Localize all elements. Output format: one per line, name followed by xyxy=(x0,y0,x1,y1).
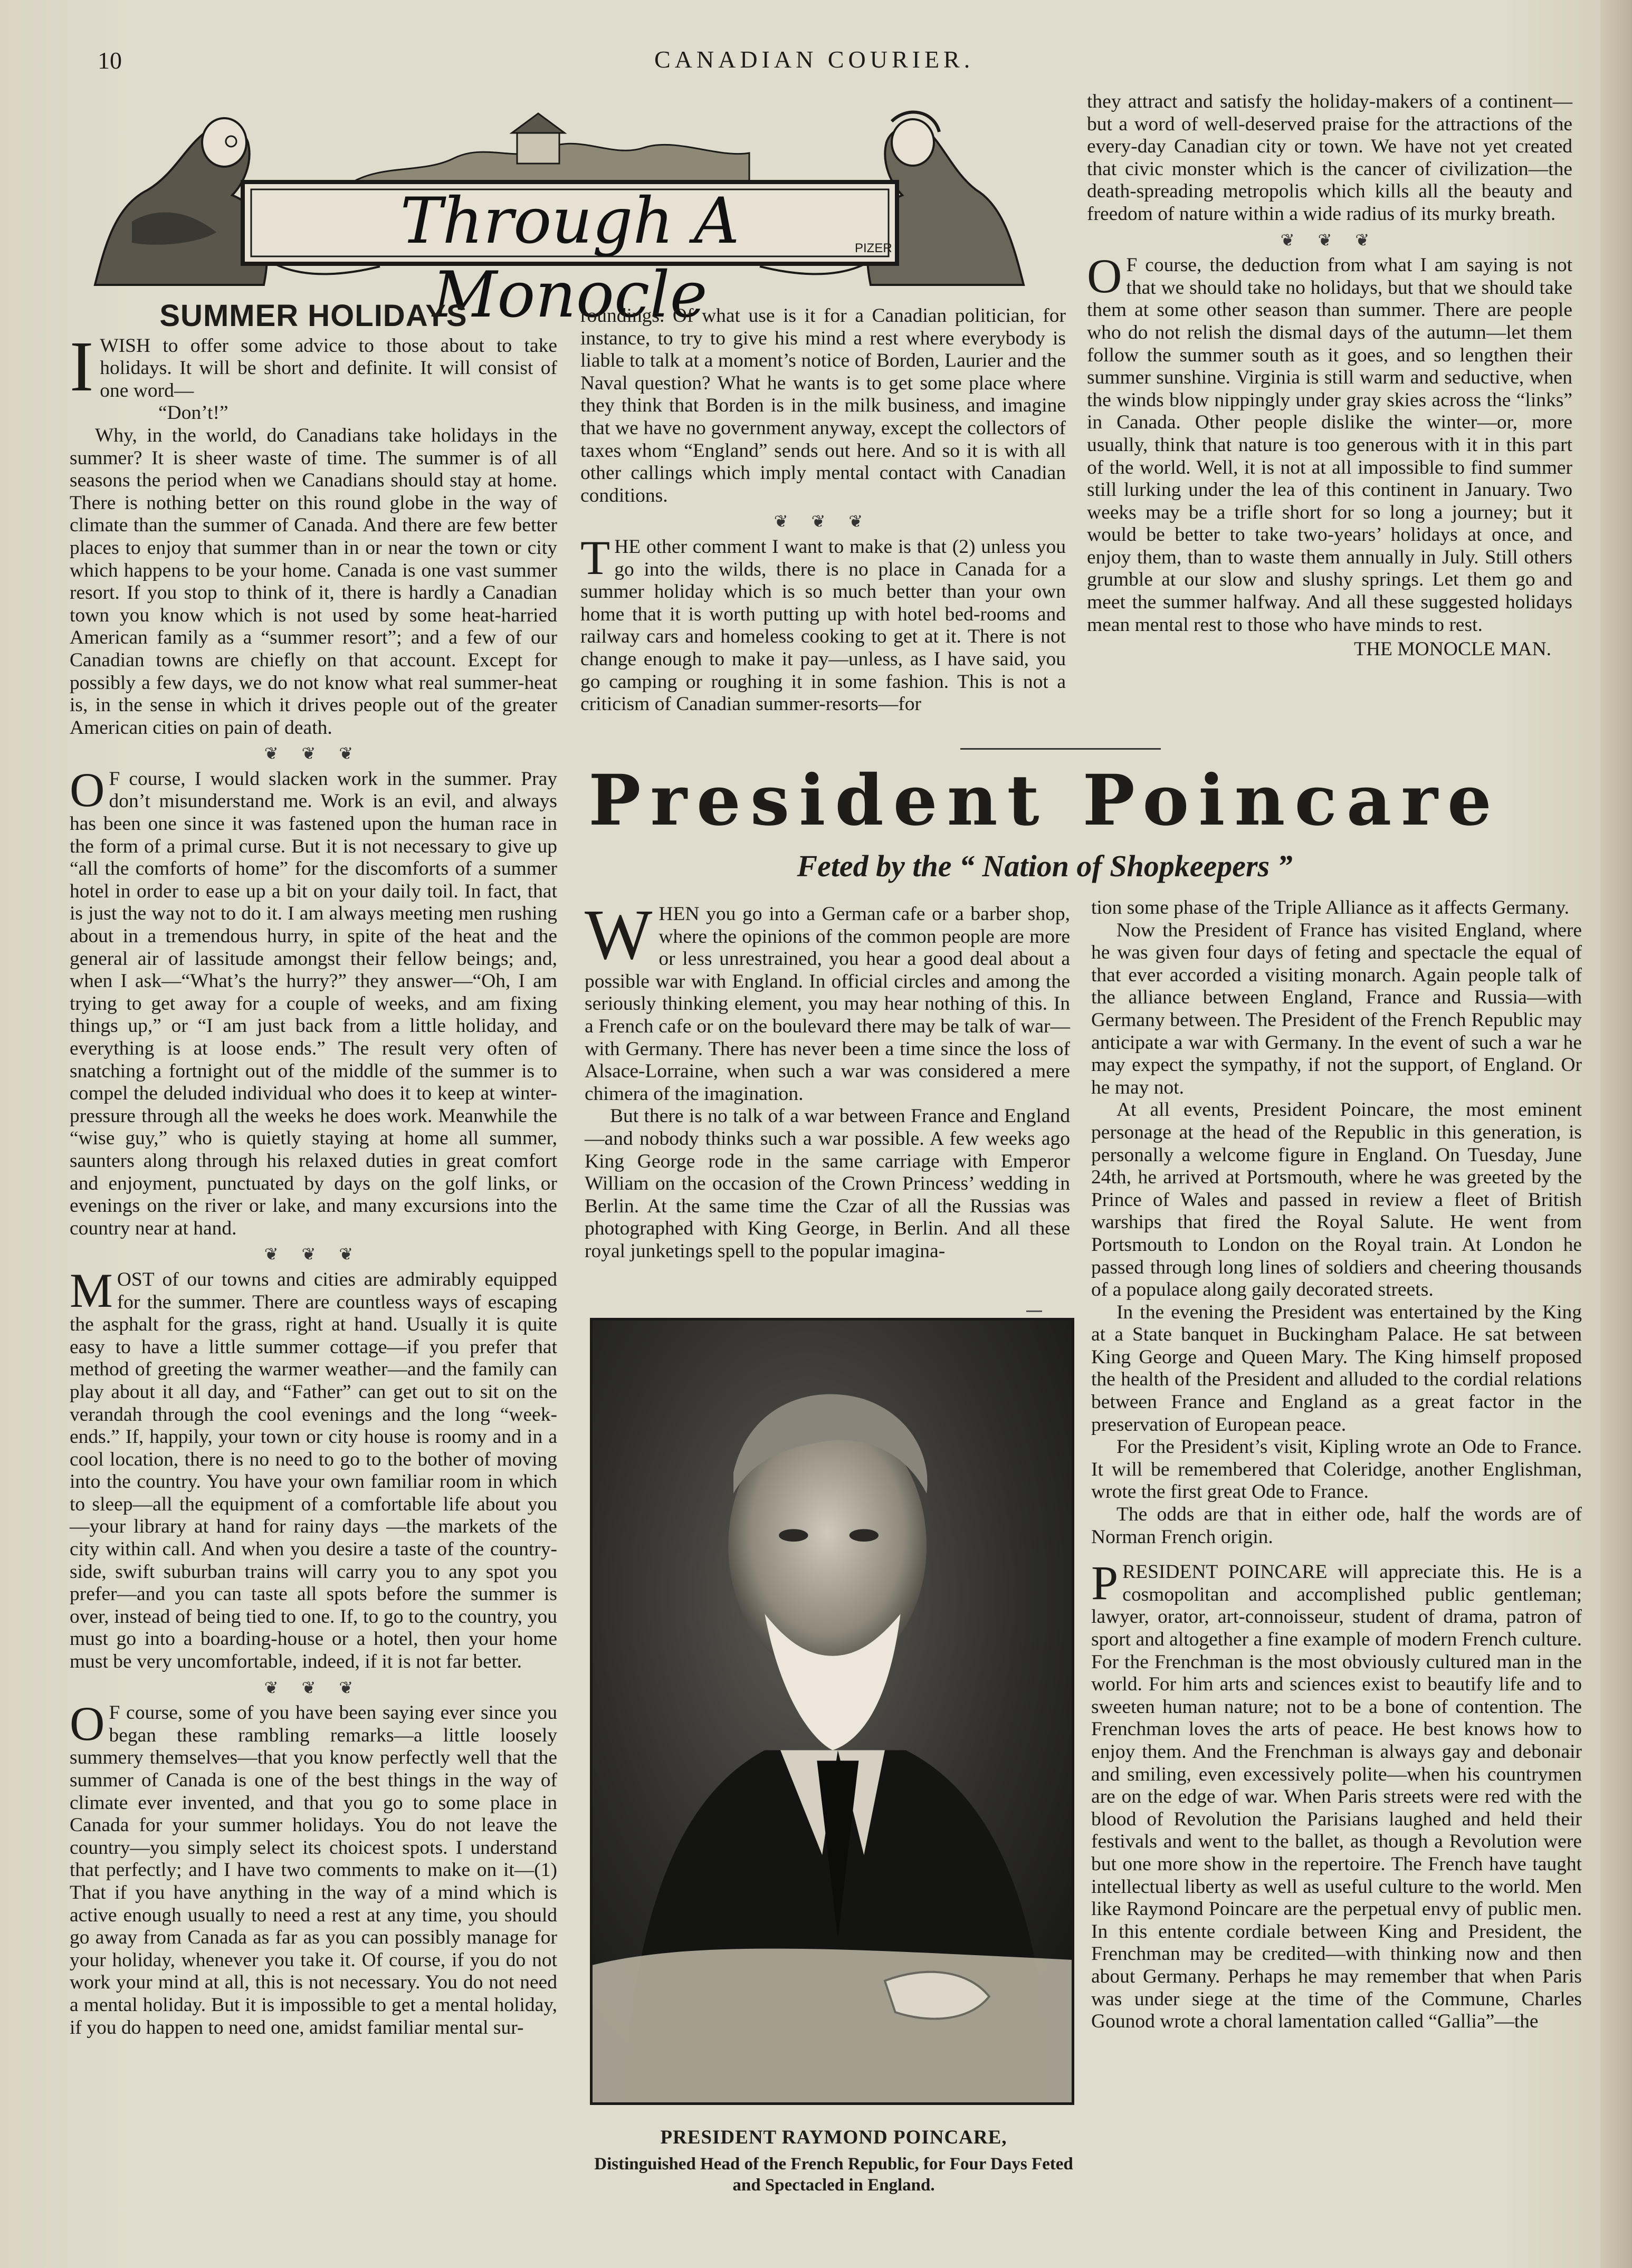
paragraph-text: HEN you go into a German cafe or a barber shop, where the opinions of the common people are more or less unrestrained, you hear a good deal about a possible war with England. In official circles and among the seriously thinking element, you may hear nothing of this. In a French cafe or on the boulevard there may be talk of war—with Germany. There has never been a time since the loss of Alsace-Lorraine, when such a war was considered a mere chimera of the imagination. xyxy=(585,903,1070,1105)
masthead-title: Through A Monocle xyxy=(400,185,740,332)
paragraph: Why, in the world, do Canadians take holidays in the summer? It is sheer waste of time. The summer is of all seasons the period when we Canadians should stay at home. There is nothing better on this round globe in the way of climate than the summer of Canada. And there are few better places to enjoy that summer than in or near the town or city which happens to be your home. Canada is one vast summer resort. If you stop to think of it, there is hardly a Canadian town you know which is not used by some heat-harried American family as a “summer resort”; and a few of our Canadian towns are chiefly on that account. Except for possibly a few days, we do not know what real summer-heat is, in the sense in which it drives people out of the greater American cities on pain of death. xyxy=(70,424,557,739)
article-subtitle: Feted by the “ Nation of Shopkeepers ” xyxy=(797,849,1293,883)
ornament-separator: ❦ ❦ ❦ xyxy=(1280,230,1379,250)
paragraph: In the evening the President was entertained by the King at a State banquet in Buckingham Palace. He sat between King George and Queen Mary. The King himself proposed the health of the President and alluded to the cordial relations between France and England as a great factor in the preservation of European peace. xyxy=(1091,1301,1582,1436)
paragraph-text: RESIDENT POINCARE will appreciate this. He is a cosmopolitan and accomplished public gentleman; lawyer, orator, art-connoisseur, student of drama, patron of sport and altogether a fine example of modern French culture. For the Frenchman is the most obviously cultured man in the world. For him arts and sciences exist to beautify life and to sweeten human nature; not to be a bone of contention. The Frenchman loves the arts of peace. He best knows how to enjoy them. And the Frenchman is always gay and debonair and smiling, even excessively polite—when his countrymen are on the edge of war. When Paris streets were red with the blood of Revolution the Parisians laughed and held their festivals and went to the ballet, as though a Revolution were but one more show in the repertoire. The French have taught intellectual liberty as well as useful culture to the world. Men like Raymond Poincare are the perpetual envy of public men. In this entente cordiale between King and President, the Frenchman may be credited—with thinking now and then about Germany. Perhaps he may remember that when Paris was under siege at the time of the Commune, Charles Gounod wrote a choral lamentation called “Gallia”—the xyxy=(1091,1561,1582,2033)
paragraph xyxy=(70,327,557,406)
drop-cap: W xyxy=(585,895,653,974)
drop-cap: O xyxy=(1087,249,1122,303)
paragraph-text: WISH to offer some advice to those about to take holidays. It will be short and definite. It will consist of one word— xyxy=(100,334,557,401)
ornament-separator: ❦ ❦ ❦ xyxy=(264,744,363,763)
running-head: CANADIAN COURIER. xyxy=(654,46,975,73)
column-1 xyxy=(70,299,557,2039)
paragraph: “Don’t!” xyxy=(158,402,228,424)
paragraph xyxy=(70,762,557,1240)
poincare-portrait-photo xyxy=(590,1318,1074,2105)
paragraph: they attract and satisfy the holiday-makers of a continent—but a word of well-deserved praise for the attractions of the every-day Canadian city or town. We have not yet created that civic monster which is the cancer of civilization—the death-spreading metropolis which kills all the beauty and freedom of nature within a wide radius of its murky breath. xyxy=(1087,91,1572,225)
page-number: 10 xyxy=(98,47,122,74)
ornament-separator: ❦ ❦ ❦ xyxy=(264,1678,363,1697)
drop-cap: I xyxy=(70,327,94,406)
portrait-artwork xyxy=(593,1320,1072,2102)
photo-caption-description: Distinguished Head of the French Republic, for Four Days Feted and Spectacled in England. xyxy=(594,2155,1073,2195)
paragraph: At all events, President Poincare, the most eminent personage at the head of the Republic in this generation, is personally a welcome figure in England. On Tuesday, June 24th, he arrived at Portsmouth, where he was greeted by the Prince of Wales and passed in review a fleet of British warships that fired the Royal Salute. He went from Portsmouth to London on the Royal train. At London he passed through long lines of soldiers and cheering thousands of a populace along gaily decorated streets. xyxy=(1091,1099,1582,1301)
paragraph: roundings. Of what use is it for a Canadian politician, for instance, to try to give his mind a rest where everybody is liable to talk at a moment’s notice of Borden, Laurier and the Naval question? What he wants is to get some place where they think that Borden is in the milk business, and imagine that we have no government anyway, except the collectors of taxes whom “England” sends out here. And so it is with all other callings which imply mental contact with Canadian conditions. xyxy=(580,305,1066,506)
paragraph-text: F course, some of you have been saying ever since you began these rambling remarks—a little loosely summery themselves—that you know perfectly well that the summer of Canada is one of the best things in the way of climate ever invented, and that you go to some place in Canada for your summer holidays. You do not leave the country—you simply select its choicest spots. I understand that perfectly; and I have two comments to make on it—(1) That if you have anything in the way of a mind which is active enough usually to need a rest at any time, you should go away from Canada as far as you can possibly manage for your holiday, whenever you take it. Of course, if you do not work your mind at all, this is not necessary. You do not need a mental holiday. But it is impossible to get a mental holiday, if you do happen to need one, amidst familiar mental sur- xyxy=(70,1702,557,2039)
paragraph-text: HE other comment I want to make is that (2) unless you go into the wilds, there is no place in Canada for a summer holiday which is so much better than your own home that it is worth putting up with hotel bed-rooms and railway cars and homeless cooking to get at it. There is not change enough to make it pay—unless, as I have said, you go camping or roughing it in some fashion. This is not a criticism of Canadian summer-resorts—for xyxy=(580,535,1066,715)
drop-cap: T xyxy=(580,530,610,585)
paragraph xyxy=(70,1697,557,2039)
drop-cap: O xyxy=(70,762,105,817)
paragraph xyxy=(70,1263,557,1673)
paragraph xyxy=(585,895,1070,1105)
ornament-separator: ❦ ❦ ❦ xyxy=(264,1245,363,1264)
paragraph-text: F course, I would slacken work in the summer. Pray don’t misunderstand me. Work is an evil, and always has been one since it was fastened upon the human race in the form of a primal curse. But it is not necessary to give up “all the comforts of home” for the discomforts of a summer hotel in order to ease up a bit on your daily toil. In fact, that is just the way not to do it. I am always meeting men rushing about in a tremendous hurry, in spite of the heat and the general air of lassitude amongst their fellow beings; and, when I ask—“What’s the hurry?” they answer—“Oh, I am trying to get away for a couple of weeks, and am fixing things up,” or “I am just back from a little holiday, and everything is at loose ends.” The result very often of snatching a fortnight out of the middle of the summer is to compel the deluded individual who does it to keep at winter-pressure through all the weeks he does work. Meanwhile the “wise guy,” who is quietly staying at home all summer, saunters along through his relaxed duties in great comfort and enjoyment, punctuated by days on the golf links, or evenings on the river or lake, and many excursions into the country near at hand. xyxy=(70,768,557,1239)
drop-cap: M xyxy=(70,1263,113,1317)
paragraph: Now the President of France has visited England, where he was given four days of feting and spectacle the equal of that ever accorded a visiting monarch. Again people talk of the alliance between England, France and Russia—with Germany between. The President of the French Republic may anticipate a war with Germany. In the event of such a war he may expect the sympathy, if not the support, of England. Or he may not. xyxy=(1091,919,1582,1098)
paragraph xyxy=(580,530,1066,716)
paragraph-text: OST of our towns and cities are admirably equipped for the summer. There are countless ways of escaping the asphalt for the grass, right at hand. Usually it is quite easy to have a little summer cottage—if you prefer that method of greeting the warmer weather—and the family can play about it all day, and “Father” can get out to sit on the verandah through the cool evenings and the long “week-ends.” If, happily, your town or city house is roomy and in a cool location, there is no need to go to the bother of moving into the country. You have your own familiar room in which to sleep—all the equipment of a comfortable life about you—your library at hand for rainy days —the markets of the city within call. And when you desire a taste of the country-side, swift suburban trains will carry you to any spot you prefer—and you can taste all spots before the summer is over, instead of being tied to one. If, to go to the country, you must go into a boarding-house or a hotel, then your home must be very uncomfortable, indeed, if it is not far better. xyxy=(70,1268,557,1673)
photo-caption-title: PRESIDENT RAYMOND POINCARE, xyxy=(660,2127,1007,2148)
article-column-2 xyxy=(585,895,1070,1263)
drop-cap: O xyxy=(70,1697,105,1751)
article-column-3 xyxy=(1091,897,1582,2033)
author-signature: THE MONOCLE MAN. xyxy=(1354,638,1551,661)
artist-signature: PIZER xyxy=(855,241,892,255)
paragraph xyxy=(1091,1556,1582,2033)
paragraph: The odds are that in either ode, half the words are of Norman French origin. xyxy=(1091,1504,1582,1548)
section-divider-rule xyxy=(960,748,1161,750)
photo-top-rule xyxy=(1026,1310,1042,1312)
page-edge-shadow xyxy=(1600,0,1632,2268)
column-2-top xyxy=(580,305,1066,716)
paragraph: For the President’s visit, Kipling wrote an Ode to France. It will be remembered that Coleridge, another Englishman, wrote the first great Ode to France. xyxy=(1091,1436,1582,1503)
ornament-separator: ❦ ❦ ❦ xyxy=(774,512,873,531)
paragraph: But there is no talk of a war between France and England—and nobody thinks such a war possible. A few weeks ago King George rode in the same carriage with Emperor William on the occasion of the Crown Princess’ wedding in Berlin. At the same time the Czar of all the Russias was photographed with King George, in Berlin. And all these royal junketings spell to the popular imagina- xyxy=(585,1105,1070,1262)
column-3-top xyxy=(1087,91,1572,661)
article-title: President Poincare xyxy=(588,760,1501,841)
paragraph-text: F course, the deduction from what I am saying is not that we should take no holidays, but that we should take them at some other season than summer. There are people who do not relish the dismal days of the autumn—let them follow the summer south as it goes, and so lengthen their summer sunshine. Virginia is still warm and seductive, when the winds blow nippingly under gray skies across the “links” in Canada. Other people dislike the winter—or, more usually, think that nature is too generous with it in this part of the world. Well, it is not at all impossible to find summer still lurking under the lea of this continent in January. Two weeks may be a trifle short for so long a journey; but it would be better to take two-years’ holidays at once, and enjoy them, than to waste them annually in July. Still others grumble at our slow and slushy springs. Let them go and meet the summer halfway. And all these suggested holidays mean mental rest to those who have minds to rest. xyxy=(1087,254,1572,636)
section-heading: SUMMER HOLIDAYS xyxy=(159,299,467,333)
drop-cap: P xyxy=(1091,1556,1119,1610)
paragraph xyxy=(1087,249,1572,636)
paragraph: tion some phase of the Triple Alliance as it affects Germany. xyxy=(1091,897,1570,918)
